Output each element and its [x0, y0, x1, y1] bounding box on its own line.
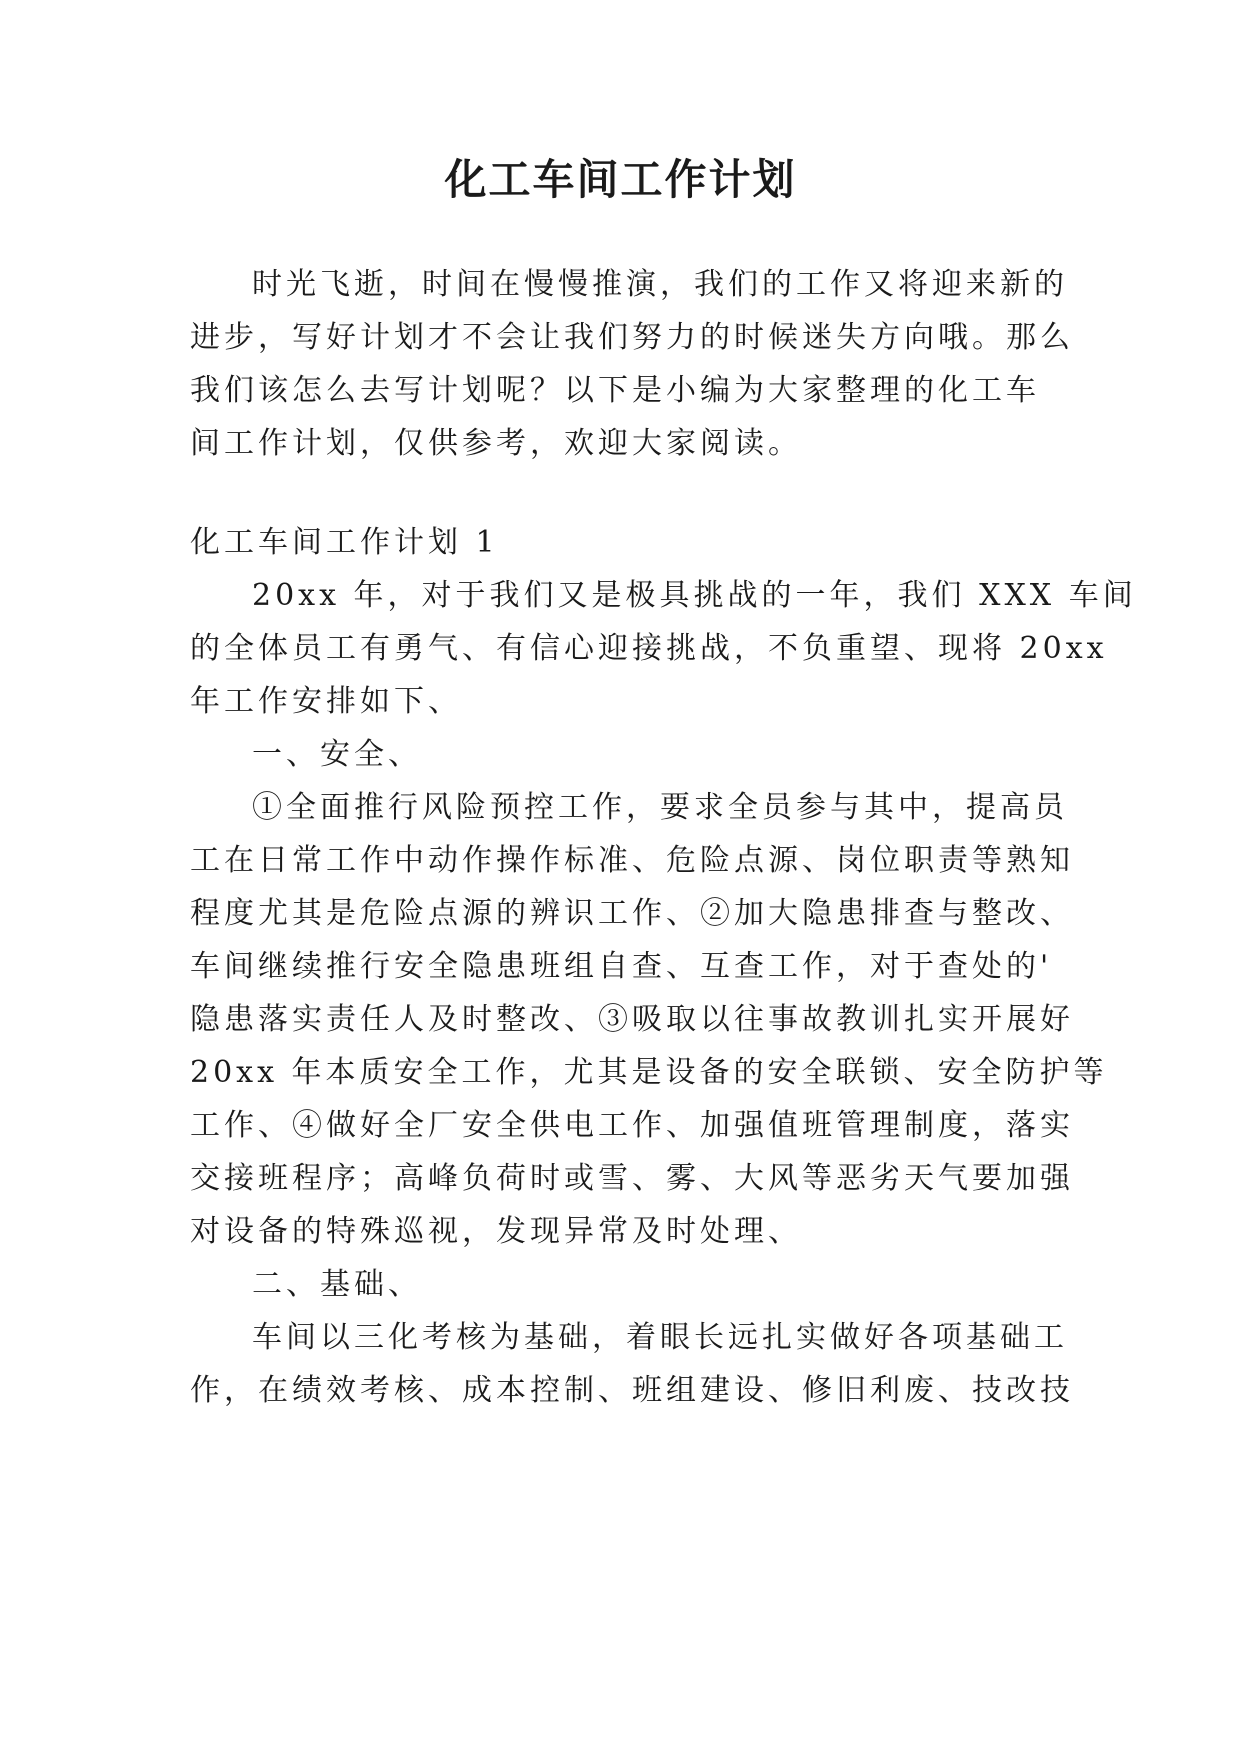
paragraph-line: 20xx 年，对于我们又是极具挑战的一年，我们 XXX 车间 — [252, 578, 1137, 613]
paragraph-line: 对设备的特殊巡视，发现异常及时处理、 — [190, 1214, 802, 1249]
intro-line: 时光飞逝，时间在慢慢推演，我们的工作又将迎来新的 — [252, 267, 1068, 302]
paragraph-line: ①全面推行风险预控工作，要求全员参与其中，提高员 — [252, 790, 1068, 825]
paragraph-line: 程度尤其是危险点源的辨识工作、②加大隐患排查与整改、 — [190, 896, 1074, 931]
section-heading: 化工车间工作计划 1 — [190, 525, 499, 560]
item-heading-safety: 一、安全、 — [252, 737, 422, 772]
paragraph-line: 20xx 年本质安全工作，尤其是设备的安全联锁、安全防护等 — [190, 1055, 1108, 1090]
paragraph-line: 交接班程序；高峰负荷时或雪、雾、大风等恶劣天气要加强 — [190, 1161, 1074, 1196]
item-heading-foundation: 二、基础、 — [252, 1267, 422, 1302]
intro-line: 进步，写好计划才不会让我们努力的时候迷失方向哦。那么 — [190, 320, 1074, 355]
paragraph-line: 年工作安排如下、 — [190, 684, 462, 719]
paragraph-line: 作，在绩效考核、成本控制、班组建设、修旧利废、技改技 — [190, 1373, 1074, 1408]
paragraph-line: 隐患落实责任人及时整改、③吸取以往事故教训扎实开展好 — [190, 1002, 1074, 1037]
intro-line: 间工作计划，仅供参考，欢迎大家阅读。 — [190, 426, 802, 461]
document-title: 化工车间工作计划 — [444, 155, 797, 204]
paragraph-line: 车间以三化考核为基础，着眼长远扎实做好各项基础工 — [252, 1320, 1068, 1355]
paragraph-line: 工作、④做好全厂安全供电工作、加强值班管理制度，落实 — [190, 1108, 1074, 1143]
paragraph-line: 车间继续推行安全隐患班组自查、互查工作，对于查处的' — [190, 949, 1053, 984]
paragraph-line: 工在日常工作中动作操作标准、危险点源、岗位职责等熟知 — [190, 843, 1074, 878]
intro-line: 我们该怎么去写计划呢？以下是小编为大家整理的化工车 — [190, 373, 1040, 408]
paragraph-line: 的全体员工有勇气、有信心迎接挑战，不负重望、现将 20xx — [190, 631, 1108, 666]
